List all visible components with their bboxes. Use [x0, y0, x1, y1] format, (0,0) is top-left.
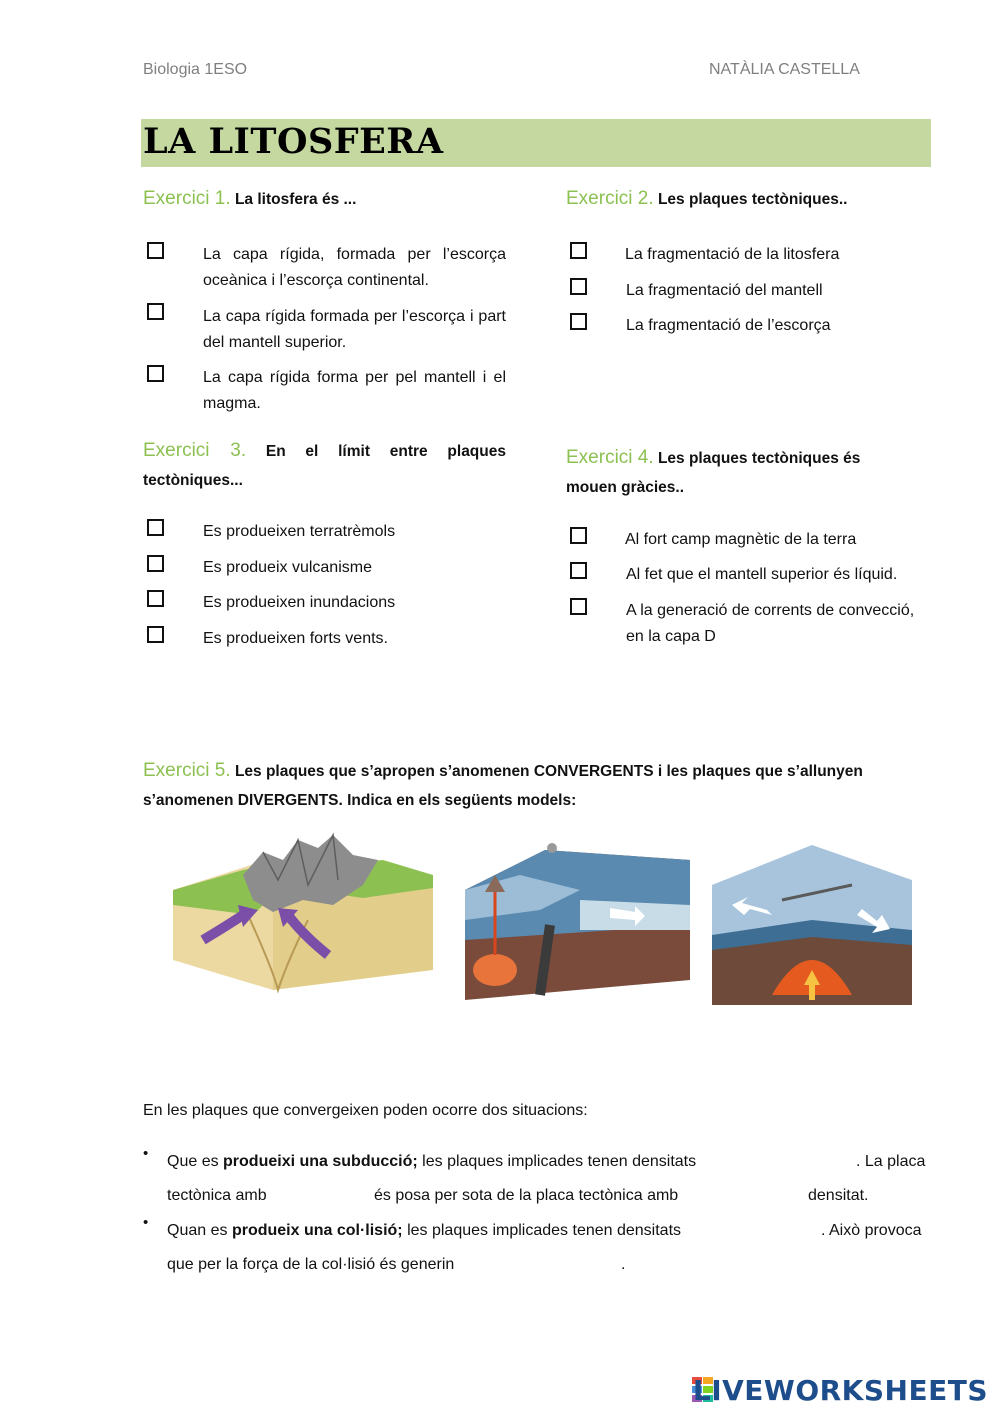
- mountain-collision-model: [143, 830, 443, 1000]
- liveworksheets-logo-text[interactable]: LIVEWORKSHEETS: [692, 1374, 988, 1407]
- exercise-3-heading: [143, 436, 506, 495]
- exercise-3-question: En el límit entre plaques tectòniques...: [143, 443, 506, 489]
- exercise-4-label: Exercici 4.: [566, 447, 654, 468]
- ex4-option-2-checkbox[interactable]: [570, 562, 587, 579]
- ocean-ridge-model: [712, 845, 912, 1015]
- exercise-4-heading: [566, 443, 896, 502]
- ex4-option-1-checkbox[interactable]: [570, 527, 587, 544]
- ex3-option-4: Es produeixen forts vents.: [203, 630, 388, 647]
- ex2-option-1-checkbox[interactable]: [570, 242, 587, 259]
- blank-densities-2[interactable]: [705, 1214, 815, 1242]
- bullet-dot-2: •: [143, 1214, 149, 1231]
- ex4-option-3-checkbox[interactable]: [570, 598, 587, 615]
- b2-text-4: que per la força de la col·lisió és generin: [167, 1256, 455, 1273]
- ex4-option-2: Al fet que el mantell superior és líquid.: [626, 566, 898, 583]
- ex1-option-3-checkbox[interactable]: [147, 365, 164, 382]
- b1-text-5: és posa per sota de la placa tectònica amb: [374, 1187, 679, 1204]
- bullet-subduction: [167, 1145, 932, 1213]
- b2-text-5: .: [621, 1256, 626, 1273]
- b1-text-2: les plaques implicades tenen densitats: [417, 1153, 697, 1170]
- ex1-option-1: La capa rígida, formada per l’escorça oceànica i l’escorça continental.: [203, 246, 506, 289]
- page-title: LA LITOSFERA: [143, 121, 444, 162]
- blank-density-type-1[interactable]: [275, 1179, 370, 1207]
- ex2-option-3-checkbox[interactable]: [570, 313, 587, 330]
- exercise-5-question: Les plaques que s’apropen s’anomenen CONVERGENTS i les plaques que s’allunyen s’anomenen DIVERGENTS. Indica en els següents models:: [143, 763, 863, 809]
- header-left: Biologia 1ESO: [143, 61, 248, 78]
- convergence-paragraph: En les plaques que convergeixen poden ocorre dos situacions:: [143, 1102, 588, 1119]
- ex3-option-1: Es produeixen terratrèmols: [203, 523, 396, 540]
- ex2-option-2: La fragmentació del mantell: [626, 282, 823, 299]
- bullet-collision: [167, 1214, 932, 1282]
- exercise-3-label: Exercici 3.: [143, 440, 247, 461]
- exercise-5-label: Exercici 5.: [143, 760, 231, 781]
- ex4-option-1: Al fort camp magnètic de la terra: [625, 531, 857, 548]
- b1-text-3: . La placa: [856, 1153, 926, 1170]
- ex2-option-3: La fragmentació de l’escorça: [626, 317, 831, 334]
- subduction-model: [460, 830, 700, 1010]
- blank-densities-1[interactable]: [713, 1145, 853, 1173]
- ex1-option-3: La capa rígida forma per pel mantell i el magma.: [203, 369, 506, 412]
- b2-bold: produeix una col·lisió;: [231, 1222, 403, 1239]
- ex1-option-2-checkbox[interactable]: [147, 303, 164, 320]
- ex2-option-2-checkbox[interactable]: [570, 278, 587, 295]
- exercise-1-heading: [143, 184, 508, 214]
- b2-text-1: Quan es: [167, 1222, 232, 1239]
- magma-chamber: [473, 954, 517, 986]
- exercise-1-question: La litosfera és ...: [234, 191, 357, 208]
- ex1-option-2: La capa rígida formada per l’escorça i part del mantell superior.: [203, 308, 506, 351]
- ash-cloud: [547, 843, 557, 853]
- ex3-option-3: Es produeixen inundacions: [203, 594, 396, 611]
- ex2-option-1: La fragmentació de la litosfera: [625, 246, 840, 263]
- ex3-option-1-checkbox[interactable]: [147, 519, 164, 536]
- ex3-option-4-checkbox[interactable]: [147, 626, 164, 643]
- exercise-2-question: Les plaques tectòniques..: [657, 191, 848, 208]
- b1-text-4: tectònica amb: [167, 1187, 267, 1204]
- blank-result[interactable]: [470, 1248, 620, 1276]
- exercise-2-label: Exercici 2.: [566, 188, 654, 209]
- bullet-dot-1: •: [143, 1145, 149, 1162]
- b2-text-3: . Això provoca: [821, 1222, 922, 1239]
- blank-density-type-2[interactable]: [694, 1179, 804, 1207]
- ex3-option-3-checkbox[interactable]: [147, 590, 164, 607]
- b2-text-2: les plaques implicades tenen densitats: [402, 1222, 682, 1239]
- exercise-2-heading: [566, 184, 931, 214]
- exercise-5-heading: [143, 756, 933, 815]
- b1-bold: produeixi una subducció;: [223, 1153, 418, 1170]
- b1-text-6: densitat.: [808, 1187, 869, 1204]
- ex1-option-1-checkbox[interactable]: [147, 242, 164, 259]
- ex4-option-3: A la generació de corrents de convecció, en la capa D: [626, 602, 915, 645]
- ex3-option-2-checkbox[interactable]: [147, 555, 164, 572]
- ex3-option-2: Es produeix vulcanisme: [203, 559, 372, 576]
- b1-text-1: Que es: [167, 1153, 224, 1170]
- exercise-1-label: Exercici 1.: [143, 188, 231, 209]
- exercise-4-question: Les plaques tectòniques és mouen gràcies..: [566, 450, 861, 496]
- header-right: NATÀLIA CASTELLA: [709, 61, 860, 78]
